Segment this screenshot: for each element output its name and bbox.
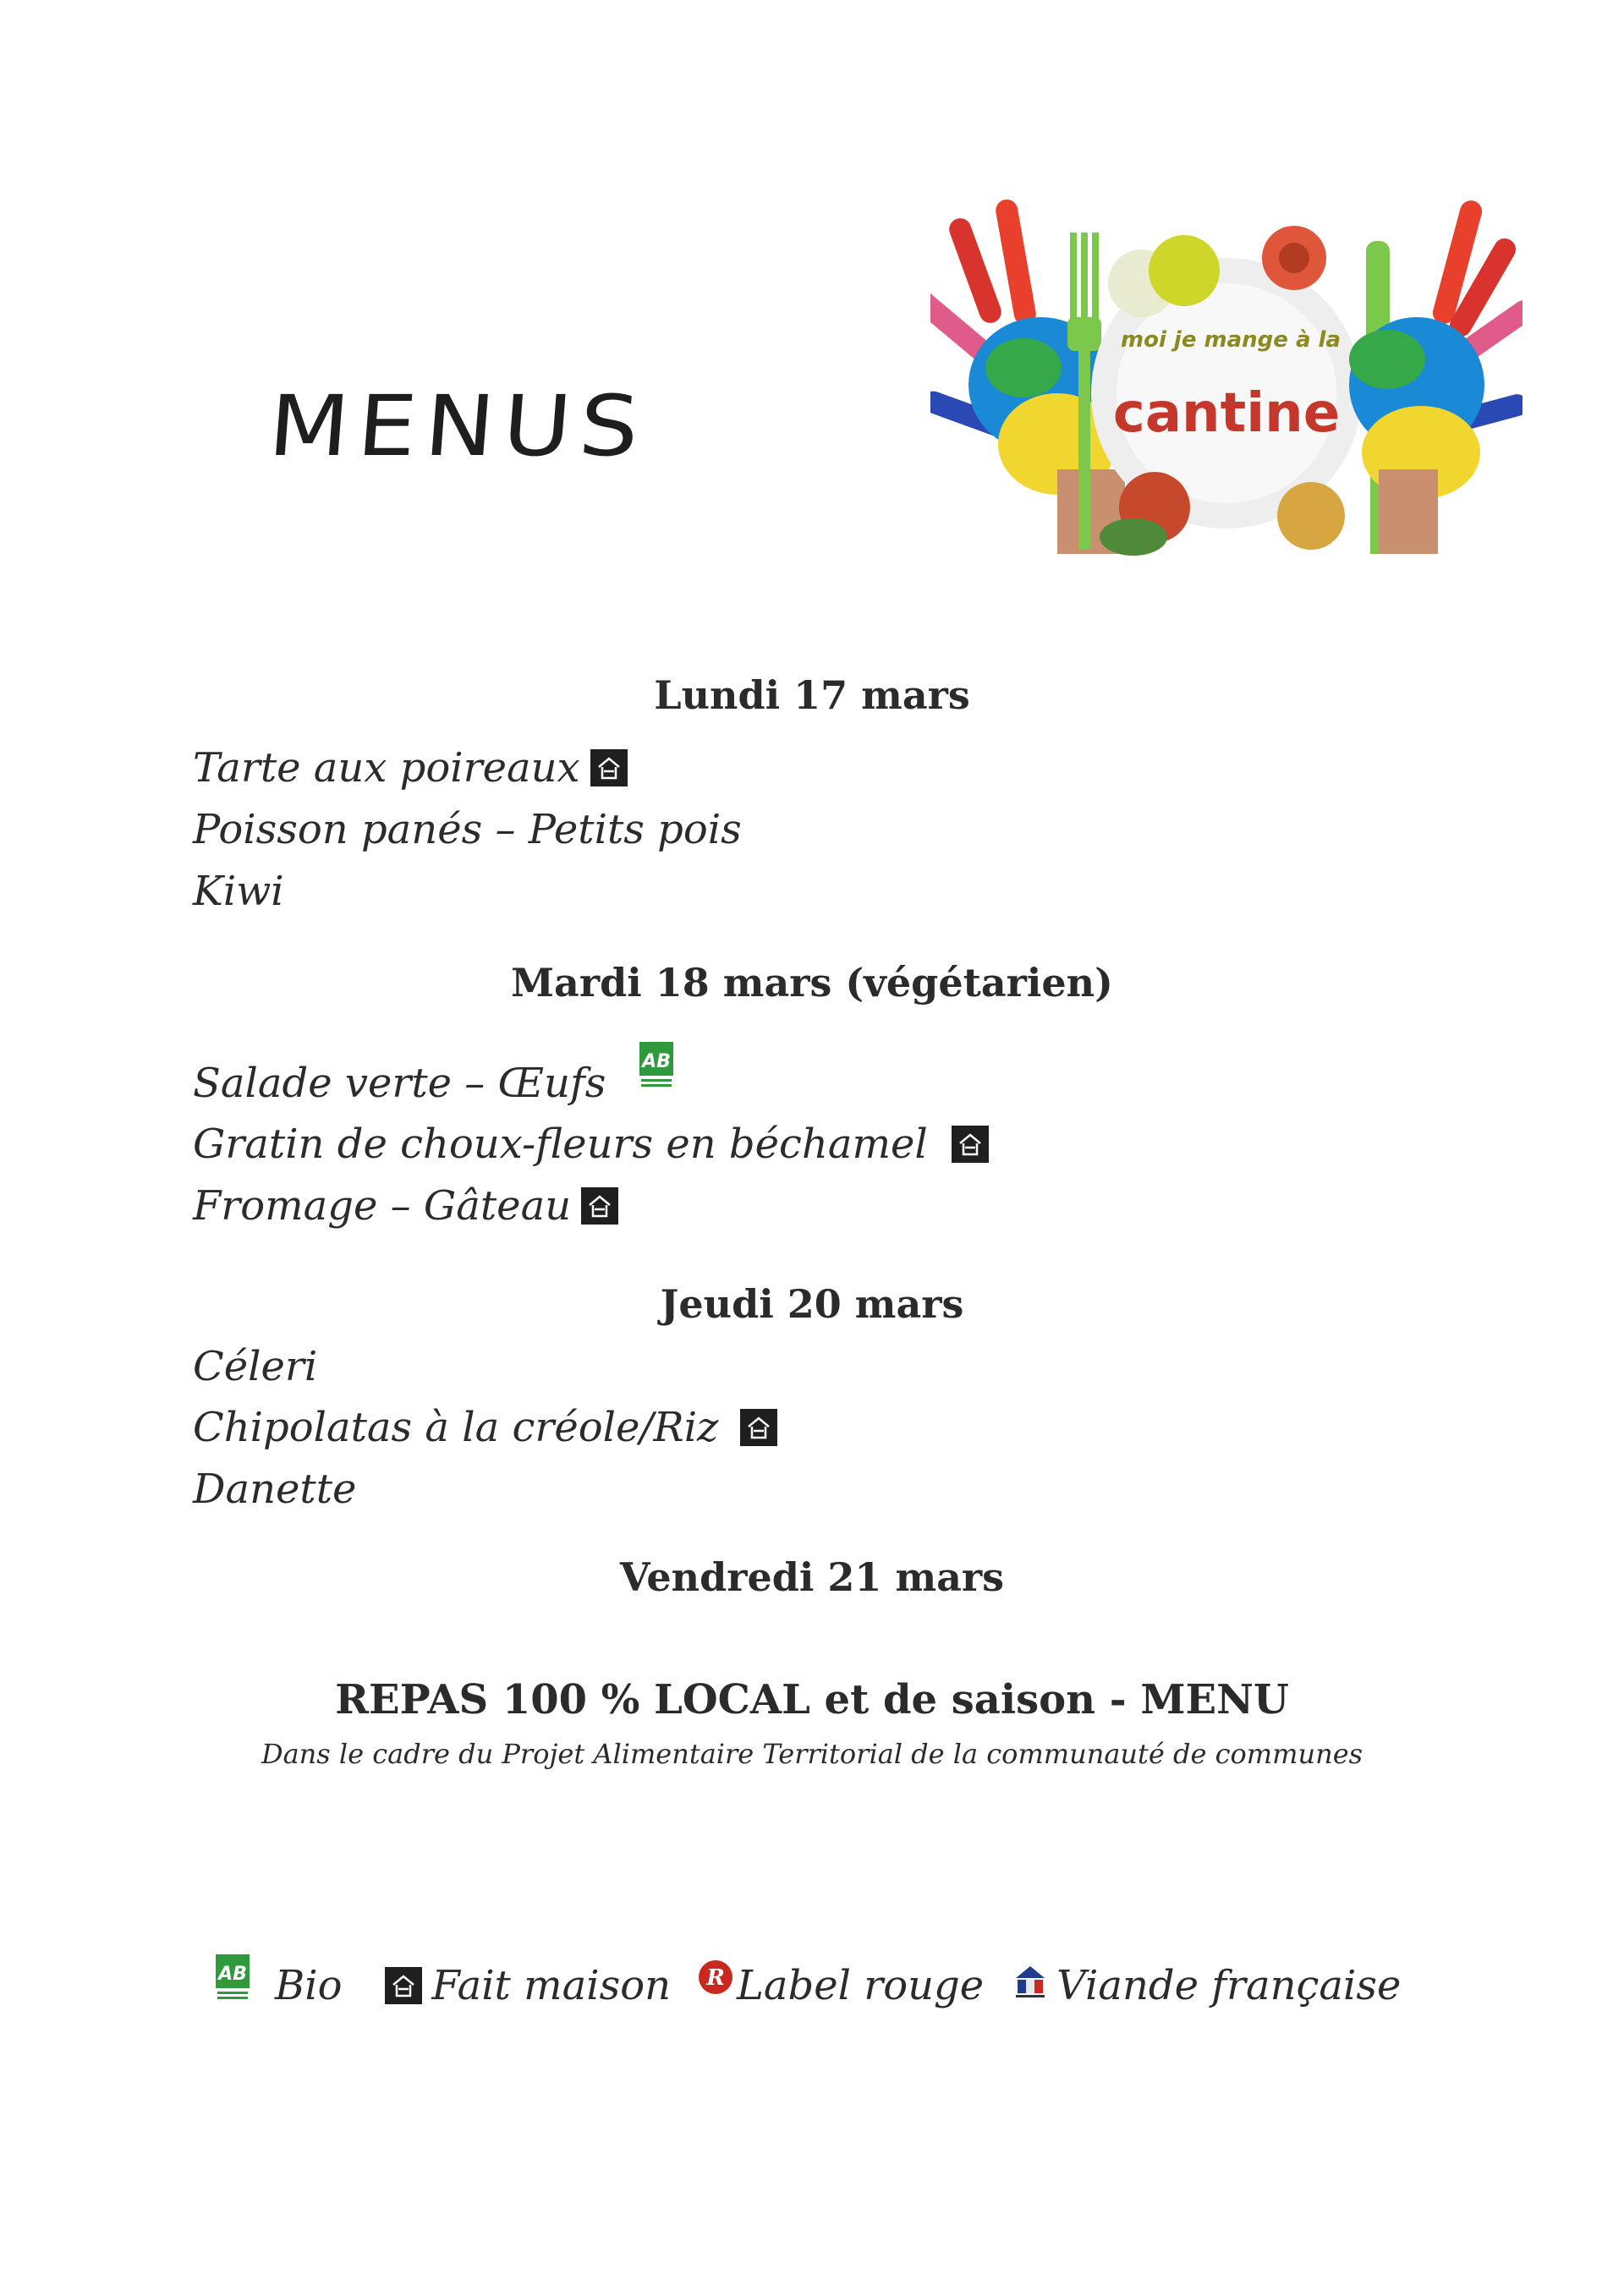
- svg-text:R: R: [706, 1965, 725, 1991]
- icon-legend: [216, 1962, 1401, 2009]
- local-meal-note: Dans le cadre du Projet Alimentaire Territorial de la communauté de communes: [261, 1738, 1363, 1770]
- legend-fait-maison: Fait maison: [385, 1962, 672, 2009]
- dish-item: [193, 1466, 356, 1513]
- dish-item: [193, 1051, 673, 1107]
- dish-label: Salade verte – Œufs: [193, 1060, 606, 1107]
- ab-logo-icon: [639, 1042, 673, 1088]
- dish-label: Céleri: [193, 1343, 318, 1390]
- svg-text:moi je mange à la: moi je mange à la: [1120, 327, 1341, 353]
- label-rouge-icon: [694, 1956, 737, 1998]
- dish-label: Fromage – Gâteau: [193, 1182, 572, 1230]
- local-meal-heading: REPAS 100 % LOCAL et de saison - MENU: [335, 1676, 1289, 1723]
- dish-label: Tarte aux poireaux: [193, 744, 580, 792]
- dish-label: Chipolatas à la créole/Riz: [193, 1404, 719, 1451]
- house-icon: [952, 1126, 989, 1163]
- day-heading-lundi: Lundi 17 mars: [654, 672, 970, 718]
- dish-item: [193, 744, 628, 792]
- legend-viande-francaise: Viande française: [1009, 1962, 1401, 2009]
- house-icon: [590, 749, 628, 786]
- day-heading-mardi: Mardi 18 mars (végétarien): [511, 960, 1113, 1006]
- dish-item: [193, 868, 284, 915]
- dish-item: [193, 806, 742, 853]
- ab-logo-icon: [216, 1954, 250, 2000]
- french-meat-icon: [1009, 1959, 1051, 2002]
- dish-label: Gratin de choux-fleurs en béchamel: [193, 1121, 928, 1168]
- day-heading-vendredi: Vendredi 21 mars: [619, 1554, 1005, 1600]
- svg-text:AB: AB: [218, 1964, 247, 1985]
- page-title: MENUS: [265, 377, 651, 475]
- house-icon: [581, 1187, 618, 1225]
- legend-bio: AB Bio: [216, 1962, 343, 2009]
- dish-item: [193, 1404, 777, 1451]
- dish-item: [193, 1182, 618, 1230]
- day-heading-jeudi: Jeudi 20 mars: [660, 1281, 964, 1327]
- dish-label: Kiwi: [193, 868, 284, 915]
- dish-item: [193, 1343, 317, 1390]
- cantine-logo: [930, 190, 1522, 562]
- svg-text:AB: AB: [642, 1051, 672, 1072]
- dish-label: Danette: [193, 1466, 357, 1513]
- svg-text:cantine: cantine: [1112, 382, 1341, 445]
- house-icon: [385, 1967, 422, 2004]
- legend-label-rouge: R Label rouge: [694, 1962, 984, 2009]
- dish-item: [193, 1121, 989, 1168]
- house-icon: [740, 1409, 777, 1446]
- dish-label: Poisson panés – Petits pois: [193, 806, 742, 853]
